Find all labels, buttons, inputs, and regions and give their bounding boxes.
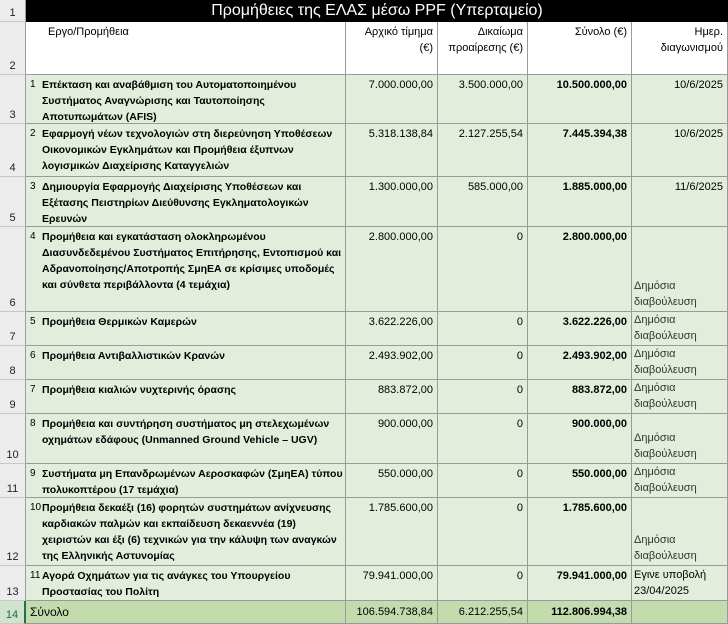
row-number: 6 [30,350,36,361]
initial-price-cell[interactable]: 2.493.902,00 [346,346,438,380]
option-right-cell[interactable]: 2.127.255,54 [438,124,528,177]
row-header-8[interactable]: 8 [0,346,26,380]
tender-date-cell[interactable]: Δημόσια διαβούλευση [632,227,728,312]
row-number: 5 [30,316,36,327]
initial-price-cell[interactable]: 900.000,00 [346,414,438,464]
row-header-4[interactable]: 4 [0,124,26,177]
header-tender-date[interactable]: Ημερ. διαγωνισμού [632,22,728,75]
row-header-11[interactable]: 11 [0,464,26,498]
total-cell[interactable]: 550.000,00 [528,464,632,498]
tender-date-cell[interactable]: Δημόσια διαβούλευση [632,312,728,346]
header-total[interactable]: Σύνολο (€) [528,22,632,75]
option-right-cell[interactable]: 0 [438,380,528,414]
row-number: 1 [30,79,36,90]
tender-date-cell[interactable]: 10/6/2025 [632,124,728,177]
project-cell[interactable] [26,124,346,177]
initial-price-cell[interactable]: 79.941.000,00 [346,566,438,601]
row-number: 3 [30,181,36,192]
option-right-cell[interactable]: 3.500.000,00 [438,75,528,124]
project-name: Εφαρμογή νέων τεχνολογιών στη διερεύνηση Υποθέσεων Οικονομικών Εγκλημάτων και Προμήθεια έξυπνων λογισμικών Διαχείρισης Καταγγελιών [42,128,333,172]
option-right-cell[interactable]: 0 [438,498,528,566]
option-right-cell[interactable]: 0 [438,414,528,464]
tender-date-cell[interactable]: Δημόσια διαβούλευση [632,498,728,566]
tender-date-cell[interactable]: Δημόσια διαβούλευση [632,464,728,498]
initial-price-cell[interactable]: 7.000.000,00 [346,75,438,124]
total-cell[interactable]: 7.445.394,38 [528,124,632,177]
tender-date-cell[interactable]: Δημόσια διαβούλευση [632,346,728,380]
project-name: Προμήθεια Θερμικών Καμερών [42,316,197,328]
tender-date-cell[interactable]: Δημόσια διαβούλευση [632,380,728,414]
row-header-9[interactable]: 9 [0,380,26,414]
row-header-14[interactable]: 14 [0,601,26,624]
option-right-cell[interactable]: 0 [438,227,528,312]
row-number: 7 [30,384,36,395]
project-name: Προμήθεια Αντιβαλλιστικών Κρανών [42,350,225,362]
row-header-1[interactable]: 1 [0,0,26,22]
project-name: Προμήθεια και εγκατάσταση ολοκληρωμένου Διασυνδεδεμένου Συστήματος Επιτήρησης, Εντοπισμού και Αδρανοποίησης/Αποτροπής ΣμηΕΑ σε κρίσιμες υποδομές και σύνθετα περιβάλλοντα (4 τεμάχια) [42,231,342,291]
row-number: 8 [30,418,36,429]
grand-total-cell[interactable]: 112.806.994,38 [528,601,632,624]
row-number: 11 [30,570,41,581]
header-option-right[interactable]: Δικαίωμα προαίρεσης (€) [438,22,528,75]
project-name: Προμήθεια και συντήρηση συστήματος μη στελεχωμένων οχημάτων εδάφους (Unmanned Ground Vehicle – UGV) [42,418,330,446]
option-right-cell[interactable]: 585.000,00 [438,177,528,227]
project-name: Προμήθεια δεκαέξι (16) φορητών συστημάτων ανίχνευσης καρδιακών παλμών και εκπαίδευση δεκαεννέα (19) χειριστών και έξι (6) τεχνικών για την κάλυψη των αναγκών της Ελληνικής Αστυνομίας [42,502,337,562]
initial-price-cell[interactable]: 883.872,00 [346,380,438,414]
row-number: 9 [30,468,36,479]
project-cell[interactable] [26,380,346,414]
row-header-3[interactable]: 3 [0,75,26,124]
row-header-6[interactable]: 6 [0,227,26,312]
row-header-2[interactable]: 2 [0,22,26,75]
total-cell[interactable]: 1.885.000,00 [528,177,632,227]
total-cell[interactable]: 2.493.902,00 [528,346,632,380]
tender-date-cell[interactable]: 10/6/2025 [632,75,728,124]
initial-price-cell[interactable]: 1.785.600,00 [346,498,438,566]
project-cell[interactable] [26,464,346,498]
initial-price-cell[interactable]: 3.622.226,00 [346,312,438,346]
tender-date-cell[interactable]: Δημόσια διαβούλευση [632,414,728,464]
total-cell[interactable]: 883.872,00 [528,380,632,414]
header-project[interactable]: Εργο/Προμήθεια [26,22,346,75]
row-number: 2 [30,128,36,139]
row-header-12[interactable]: 12 [0,498,26,566]
project-cell[interactable] [26,346,346,380]
total-cell[interactable]: 79.941.000,00 [528,566,632,601]
project-name: Συστήματα μη Επανδρωμένων Αεροσκαφών (ΣμηΕΑ) τύπου πολυκοπτέρου (17 τεμάχια) [42,468,343,496]
row-header-13[interactable]: 13 [0,566,26,601]
total-cell[interactable]: 2.800.000,00 [528,227,632,312]
initial-price-cell[interactable]: 550.000,00 [346,464,438,498]
total-date-cell[interactable] [632,601,728,624]
project-cell[interactable] [26,75,346,124]
total-label-cell[interactable]: Σύνολο [26,601,346,624]
row-header-7[interactable]: 7 [0,312,26,346]
row-number: 4 [30,231,36,242]
project-name: Επέκταση και αναβάθμιση του Αυτοματοποιημένου Συστήματος Αναγνώρισης και Ταυτοποίησης Αποτυπωμάτων (AFIS) [42,79,297,123]
total-option-cell[interactable]: 6.212.255,54 [438,601,528,624]
project-name: Δημιουργία Εφαρμογής Διαχείρισης Υποθέσεων και Εξέτασης Πειστηρίων Διεύθυνσης Εγκληματολογικών Ερευνών [42,181,309,225]
header-initial-price[interactable]: Αρχικό τίμημα (€) [346,22,438,75]
project-cell[interactable] [26,414,346,464]
total-cell[interactable]: 1.785.600,00 [528,498,632,566]
row-header-10[interactable]: 10 [0,414,26,464]
project-cell[interactable] [26,566,346,601]
project-name: Προμήθεια κιαλιών νυχτερινής όρασης [42,384,237,396]
option-right-cell[interactable]: 0 [438,346,528,380]
project-cell[interactable] [26,312,346,346]
option-right-cell[interactable]: 0 [438,464,528,498]
project-cell[interactable] [26,498,346,566]
tender-date-cell[interactable]: Εγινε υποβολή 23/04/2025 [632,566,728,601]
project-cell[interactable] [26,227,346,312]
initial-price-cell[interactable]: 2.800.000,00 [346,227,438,312]
initial-price-cell[interactable]: 1.300.000,00 [346,177,438,227]
sheet-title[interactable]: Προμήθειες της ΕΛΑΣ μέσω PPF (Υπερταμείο) [26,0,728,22]
option-right-cell[interactable]: 0 [438,566,528,601]
total-cell[interactable]: 10.500.000,00 [528,75,632,124]
project-name: Αγορά Οχημάτων για τις ανάγκες του Υπουργείου Προστασίας του Πολίτη [42,570,291,598]
total-cell[interactable]: 900.000,00 [528,414,632,464]
option-right-cell[interactable]: 0 [438,312,528,346]
initial-price-cell[interactable]: 5.318.138,84 [346,124,438,177]
project-cell[interactable] [26,177,346,227]
row-header-5[interactable]: 5 [0,177,26,227]
total-initial-cell[interactable]: 106.594.738,84 [346,601,438,624]
total-cell[interactable]: 3.622.226,00 [528,312,632,346]
tender-date-cell[interactable]: 11/6/2025 [632,177,728,227]
row-number: 10 [30,502,42,513]
